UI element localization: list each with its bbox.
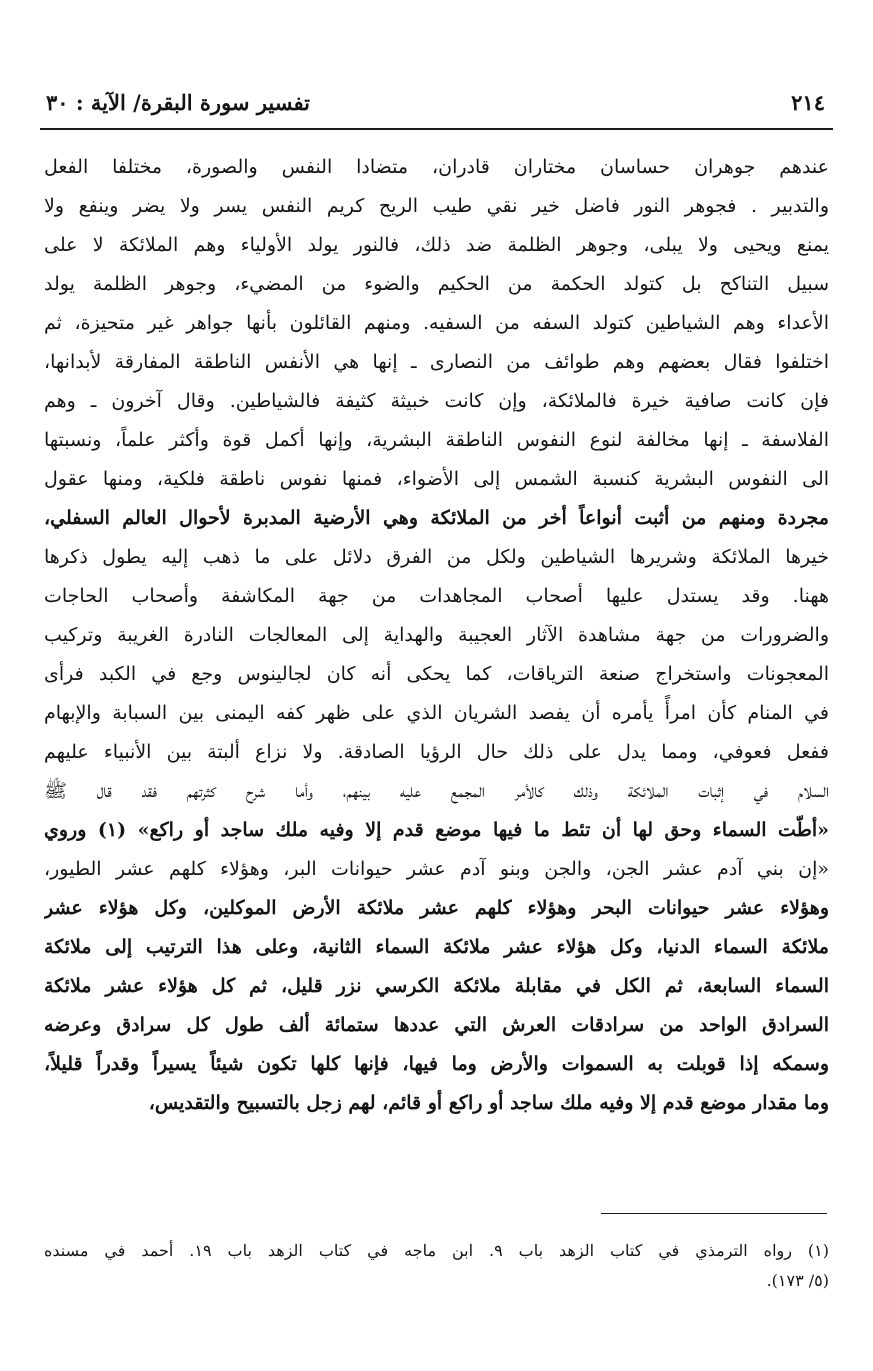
body-text — [44, 148, 829, 1123]
text-line: الفلاسفة ـ إنها مخالفة لنوع النفوس الناطقة البشرية، وإنها أكمل قوة وأكثر علماً، ونسبتها — [44, 429, 829, 451]
footnote-line: (١) رواه الترمذي في كتاب الزهد باب ٩. ابن ماجه في كتاب الزهد باب ١٩. أحمد في مسنده — [44, 1241, 829, 1260]
footnote-separator — [601, 1213, 827, 1214]
text-line: وسمكه إذا قوبلت به السموات والأرض وما فيها، فإنها كلها تكون شيئاً يسيراً وقدراً قليلاً، — [44, 1053, 829, 1075]
text-line: مجردة ومنهم من أثبت أنواعاً أخر من الملائكة وهي الأرضية المدبرة لأحوال العالم السفلي، — [44, 507, 829, 529]
text-line: الى النفوس البشرية كنسبة الشمس إلى الأضواء، فمنها نفوس ناطقة فلكية، ومنها عقول — [44, 468, 829, 490]
text-line: خيرها الملائكة وشريرها الشياطين ولكل من الفرق دلائل على ما ذهب إليه يطول ذكرها — [44, 546, 829, 568]
text-line: في المنام كأن امرأً يأمره أن يفصد الشريان الذي على ظهر كفه اليمنى بين السبابة والإبهام — [44, 702, 829, 724]
text-line: السرادق الواحد من سرادقات العرش التي عددها ستمائة ألف طول كل سرادق وعرضه — [44, 1014, 829, 1036]
text-line: «إن بني آدم عشر الجن، والجن وبنو آدم عشر حيوانات البر، وهؤلاء كلهم عشر الطيور، — [44, 858, 829, 880]
text-line: سبيل التناكح بل كتولد الحكمة من الحكيم والضوء من المضيء، وجوهر الظلمة يولد — [44, 273, 829, 295]
page-header — [40, 86, 833, 126]
text-line: السلام في إثبات الملائكة وذلك كالأمر المجمع عليه بينهم، وأما شرح كثرتهم فقد قال ﷺ — [44, 780, 829, 802]
text-line: والضرورات من جهة مشاهدة الآثار العجيبة والهداية إلى المعالجات النادرة الغريبة وتركيب — [44, 624, 829, 646]
footnote-line: (٥/ ١٧٣). — [766, 1271, 829, 1290]
text-line: السماء السابعة، ثم الكل في مقابلة ملائكة الكرسي نزر قليل، ثم كل هؤلاء عشر ملائكة — [44, 975, 829, 997]
text-line: اختلفوا فقال بعضهم وهم طوائف من النصارى ـ إنها هي الأنفس الناطقة المفارقة لأبدانها، — [44, 351, 829, 373]
text-line: فإن كانت صافية خيرة فالملائكة، وإن كانت خبيثة كثيفة فالشياطين. وقال آخرون ـ وهم — [44, 390, 829, 412]
text-line: ففعل فعوفي، ومما يدل على ذلك حال الرؤيا الصادقة. ولا نزاع ألبتة بين الأنبياء عليهم — [44, 741, 829, 763]
header-rule — [40, 128, 833, 130]
text-line: عندهم جوهران حساسان مختاران قادران، متضادا النفس والصورة، مختلفا الفعل — [44, 156, 829, 178]
text-line: المعجونات واستخراج صنعة الترياقات، كما يحكى أنه كان لجالينوس وجع في الكبد فرأى — [44, 663, 829, 685]
text-line: والتدبير . فجوهر النور فاضل خير نقي طيب الريح كريم النفس يسر ولا يضر وينفع ولا — [44, 195, 829, 217]
text-line: وهؤلاء عشر حيوانات البحر وهؤلاء كلهم عشر ملائكة الأرض الموكلين، وكل هؤلاء عشر — [44, 897, 829, 919]
text-line: يمنع ويحيى ولا يبلى، وجوهر الظلمة ضد ذلك، فالنور يولد الأولياء وهم الملائكة لا على — [44, 234, 829, 256]
text-line: ملائكة السماء الدنيا، وكل هؤلاء عشر ملائكة السماء الثانية، وعلى هذا الترتيب إلى ملائكة — [44, 936, 829, 958]
text-line: ههنا. وقد يستدل عليها أصحاب المجاهدات من جهة المكاشفة وأصحاب الحاجات — [44, 585, 829, 607]
page-number: ٢١٤ — [791, 90, 825, 115]
text-line: وما مقدار موضع قدم إلا وفيه ملك ساجد أو راكع أو قائم، لهم زجل بالتسبيح والتقديس، — [148, 1092, 829, 1114]
text-line: «أطّت السماء وحق لها أن تئط ما فيها موضع قدم إلا وفيه ملك ساجد أو راكع» (١) وروي — [44, 819, 829, 841]
running-title: تفسير سورة البقرة/ الآية : ٣٠ — [46, 90, 310, 115]
text-line: الأعداء وهم الشياطين كتولد السفه من السفيه. ومنهم القائلون بأنها جواهر غير متحيزة، ثم — [44, 312, 829, 334]
footnotes — [44, 1236, 829, 1296]
